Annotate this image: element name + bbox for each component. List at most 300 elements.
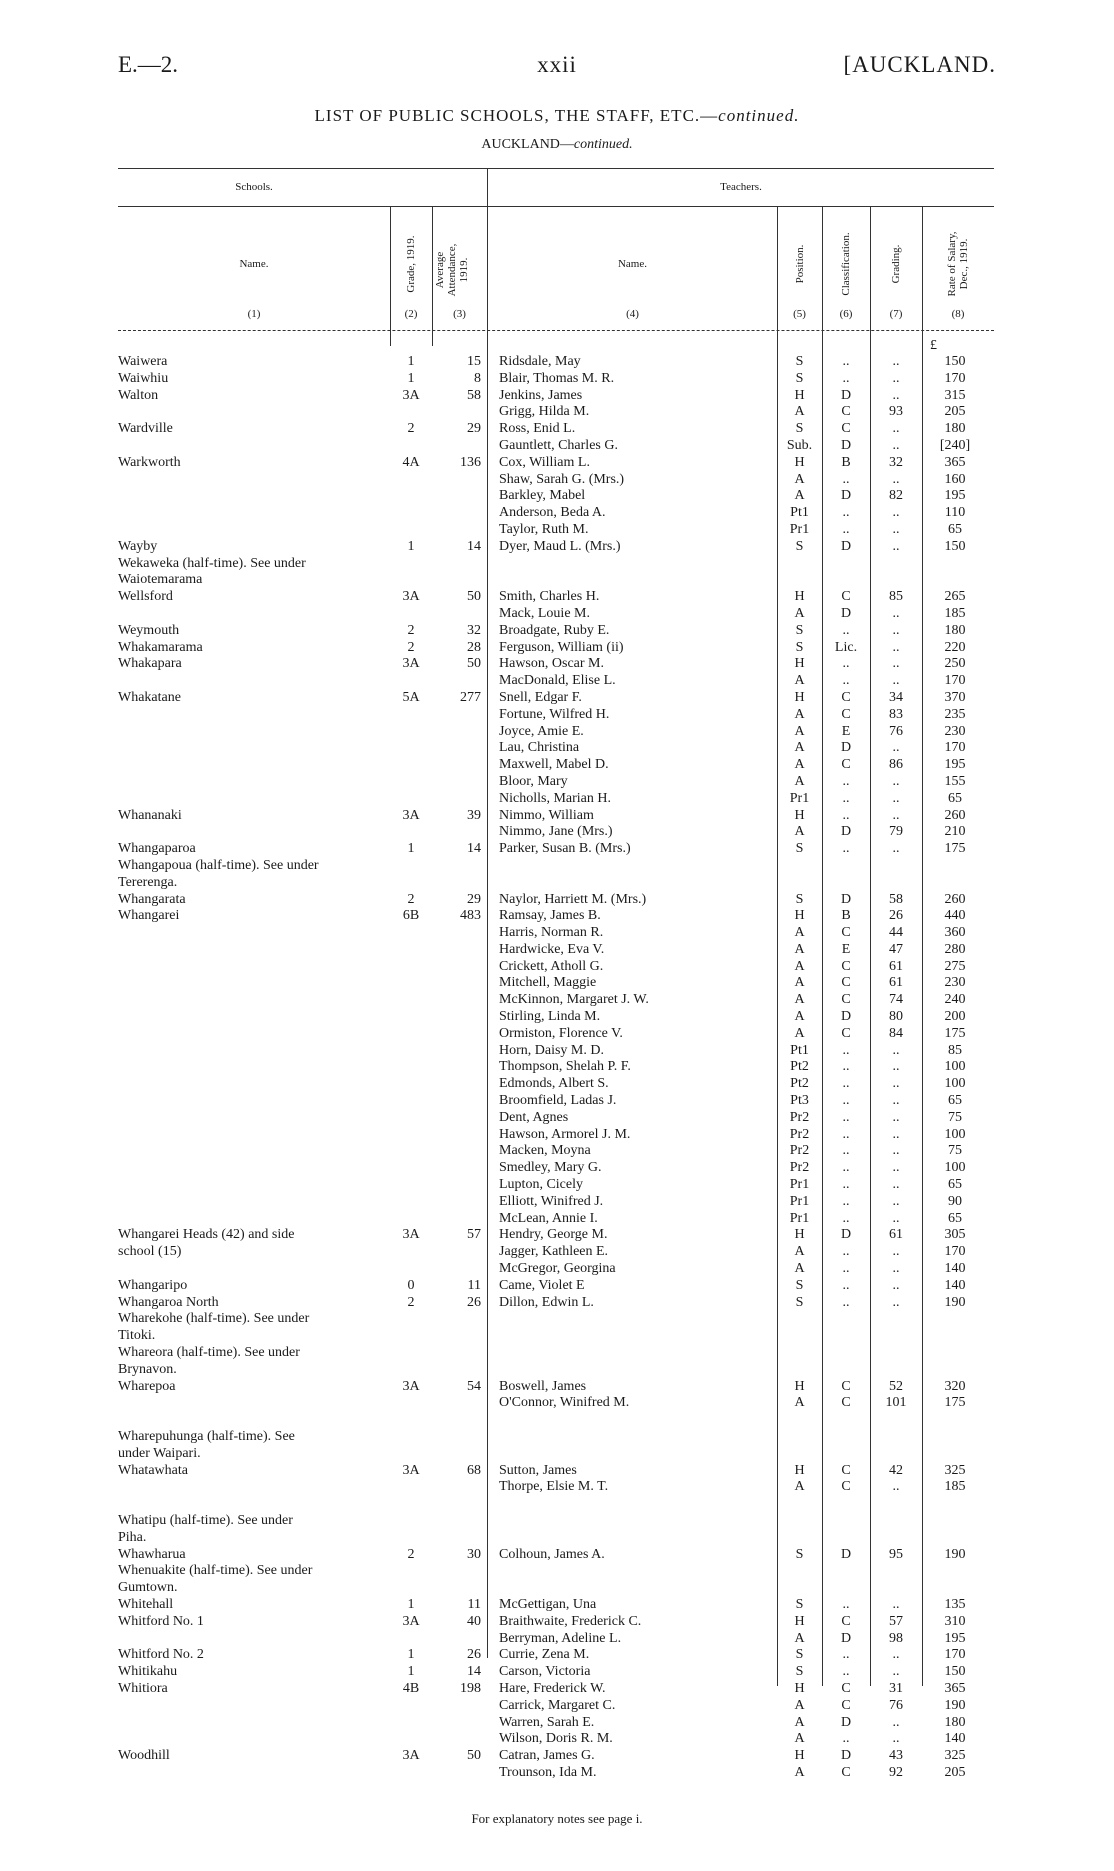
school-name: Whangarei	[118, 908, 180, 924]
teacher-classification: ..	[842, 656, 850, 672]
school-grade	[390, 757, 432, 774]
teacher-name: Mitchell, Maggie	[499, 975, 597, 991]
table-row	[118, 455, 994, 472]
school-grade	[390, 1059, 432, 1076]
table-row	[118, 1328, 994, 1345]
school-grade: 3A	[402, 1613, 420, 1629]
school-name: Whareora (half-time). See under	[118, 1345, 300, 1361]
teacher-salary: 160	[944, 471, 966, 487]
teacher-grading: 79	[889, 824, 903, 840]
school-grade	[390, 606, 432, 623]
teacher-position: S	[795, 421, 804, 437]
school-grade: 2	[407, 1546, 415, 1562]
table-row	[118, 1563, 994, 1580]
teacher-position: S	[795, 622, 804, 638]
teacher-position	[777, 1446, 822, 1463]
school-grade	[390, 740, 432, 757]
teacher-salary: 170	[944, 370, 966, 386]
teacher-salary	[922, 1446, 988, 1463]
teacher-salary	[922, 875, 988, 892]
school-name	[118, 1093, 390, 1110]
page-title: LIST OF PUBLIC SCHOOLS, THE STAFF, ETC.—continued.	[314, 106, 800, 125]
teacher-position: A	[794, 1764, 805, 1780]
teacher-name: Crickett, Atholl G.	[499, 958, 604, 974]
school-name: Whitehall	[118, 1596, 174, 1612]
school-attendance: 40	[467, 1613, 481, 1629]
school-name	[118, 774, 390, 791]
school-grade	[390, 572, 432, 589]
teacher-name: Carrick, Margaret C.	[499, 1697, 616, 1713]
table-row	[118, 1614, 994, 1631]
teacher-grading: ..	[892, 521, 900, 537]
teacher-classification	[822, 1530, 870, 1547]
teacher-position	[777, 1362, 822, 1379]
table-row	[118, 1278, 994, 1295]
school-name: Piha.	[118, 1529, 147, 1545]
teacher-salary: 195	[944, 488, 966, 504]
school-attendance	[432, 1093, 487, 1110]
teacher-grading: 86	[889, 757, 903, 773]
teacher-name: Lau, Christina	[499, 740, 580, 756]
teacher-salary: 100	[944, 1160, 966, 1176]
table-row	[118, 724, 994, 741]
table-row	[118, 942, 994, 959]
school-name	[118, 1395, 390, 1412]
teacher-grading: 34	[889, 689, 903, 705]
teacher-name: Jagger, Kathleen E.	[499, 1244, 609, 1260]
teacher-name: Macken, Moyna	[499, 1143, 591, 1159]
table-row	[118, 959, 994, 976]
teacher-grading: ..	[892, 354, 900, 369]
teacher-grading: 61	[889, 958, 903, 974]
school-name	[118, 488, 390, 505]
teacher-salary: 195	[944, 757, 966, 773]
teacher-classification: ..	[842, 1093, 850, 1109]
teacher-grading: 43	[889, 1748, 903, 1764]
teacher-salary: 170	[944, 1244, 966, 1260]
table-row	[118, 1059, 994, 1076]
school-grade	[390, 724, 432, 741]
teacher-name: Naylor, Harriett M. (Mrs.)	[499, 891, 647, 907]
teacher-salary	[922, 1496, 988, 1513]
teacher-salary: 150	[944, 354, 966, 369]
school-grade: 2	[407, 1294, 415, 1310]
school-grade	[390, 992, 432, 1009]
teacher-position: H	[794, 689, 805, 705]
col-divider	[390, 206, 391, 346]
table-row	[118, 1698, 994, 1715]
teacher-classification: ..	[842, 841, 850, 857]
teacher-grading: ..	[892, 656, 900, 672]
school-name: Whakapara	[118, 656, 182, 672]
school-grade	[390, 1211, 432, 1228]
teacher-salary: 265	[944, 589, 966, 605]
teacher-classification: ..	[842, 1294, 850, 1310]
table-row	[118, 1211, 994, 1228]
teacher-classification: D	[840, 891, 852, 907]
teacher-classification	[822, 875, 870, 892]
teacher-grading: ..	[892, 1126, 900, 1142]
teacher-salary: 190	[944, 1294, 966, 1310]
position-header: Position.	[794, 244, 806, 284]
school-attendance	[432, 1076, 487, 1093]
school-attendance: 14	[467, 841, 481, 857]
teacher-classification: D	[840, 387, 852, 403]
school-grade: 3A	[402, 1378, 420, 1394]
teacher-name: Bloor, Mary	[499, 773, 568, 789]
teacher-classification	[822, 1311, 870, 1328]
school-name	[118, 606, 390, 623]
teacher-position: H	[794, 1680, 805, 1696]
table-row	[118, 1244, 994, 1261]
col-divider	[432, 206, 433, 346]
teacher-salary: 360	[944, 925, 966, 941]
teacher-grading: ..	[892, 622, 900, 638]
school-name	[118, 1731, 390, 1748]
teacher-name: Nicholls, Marian H.	[499, 790, 611, 806]
teacher-grading: 58	[889, 891, 903, 907]
table-row	[118, 858, 994, 875]
teacher-classification: B	[841, 908, 851, 924]
school-grade	[390, 707, 432, 724]
teacher-name: Thompson, Shelah P. F.	[499, 1059, 631, 1075]
teacher-classification: C	[841, 1613, 851, 1629]
school-attendance: 50	[467, 1748, 481, 1764]
school-grade: 3A	[402, 656, 420, 672]
teacher-grading: 31	[889, 1680, 903, 1696]
school-grade	[390, 488, 432, 505]
school-name: Walton	[118, 387, 159, 403]
teacher-salary: 65	[948, 1210, 962, 1226]
teacher-salary: 185	[944, 605, 966, 621]
school-name: Warkworth	[118, 454, 181, 470]
teacher-salary: 320	[944, 1378, 966, 1394]
school-attendance	[432, 505, 487, 522]
school-name	[118, 1160, 390, 1177]
teacher-salary: 180	[944, 421, 966, 437]
teacher-name: Shaw, Sarah G. (Mrs.)	[499, 471, 625, 487]
school-attendance	[432, 1563, 487, 1580]
teacher-salary: 140	[944, 1277, 966, 1293]
table-row	[118, 808, 994, 825]
teacher-position	[777, 875, 822, 892]
table-row	[118, 1748, 994, 1765]
teacher-classification	[822, 1496, 870, 1513]
table-row	[118, 1664, 994, 1681]
teacher-classification: D	[840, 1227, 852, 1243]
teacher-salary: 180	[944, 622, 966, 638]
table-row	[118, 1647, 994, 1664]
teacher-position	[777, 572, 822, 589]
teacher-classification: D	[840, 437, 852, 453]
school-name	[118, 505, 390, 522]
header-bottom-rule	[118, 330, 994, 331]
teacher-classification: C	[841, 757, 851, 773]
teacher-classification: ..	[842, 354, 850, 369]
school-attendance	[432, 1261, 487, 1278]
teacher-name: Nimmo, William	[499, 807, 594, 823]
teacher-position: A	[794, 757, 805, 773]
school-attendance: 15	[467, 354, 481, 369]
teacher-grading: ..	[892, 1664, 900, 1680]
teacher-classification: E	[841, 723, 851, 739]
table-row	[118, 388, 994, 405]
teacher-name: Lupton, Cicely	[499, 1177, 583, 1193]
teacher-grading	[870, 1345, 922, 1362]
table-row	[118, 791, 994, 808]
school-name	[118, 673, 390, 690]
school-name	[118, 472, 390, 489]
teacher-grading	[870, 875, 922, 892]
teacher-position: S	[795, 1294, 804, 1310]
teacher-name	[487, 1496, 777, 1513]
teacher-name: Cox, William L.	[499, 454, 590, 470]
teacher-salary: 65	[948, 521, 962, 537]
school-attendance	[432, 1446, 487, 1463]
school-grade: 3A	[402, 807, 420, 823]
teacher-name: Trounson, Ida M.	[499, 1764, 597, 1780]
teacher-name	[487, 858, 777, 875]
teacher-classification: ..	[842, 1731, 850, 1747]
school-grade	[390, 505, 432, 522]
teacher-classification: ..	[842, 673, 850, 689]
teacher-grading	[870, 858, 922, 875]
table-row	[118, 438, 994, 455]
table-row	[118, 1530, 994, 1547]
page-subtitle: AUCKLAND—continued.	[481, 137, 633, 152]
teacher-salary: 230	[944, 975, 966, 991]
table-row	[118, 774, 994, 791]
table-row	[118, 707, 994, 724]
school-name	[118, 724, 390, 741]
school-name	[118, 959, 390, 976]
teacher-position: A	[794, 992, 805, 1008]
table-row	[118, 1429, 994, 1446]
school-grade	[390, 1715, 432, 1732]
teacher-salary: 205	[944, 404, 966, 420]
teacher-position: Pr1	[789, 1177, 810, 1193]
school-name: Whitford No. 2	[118, 1647, 204, 1663]
school-attendance	[432, 992, 487, 1009]
school-attendance	[432, 1631, 487, 1648]
table-row	[118, 1715, 994, 1732]
table-row	[118, 1311, 994, 1328]
teacher-classification: ..	[842, 1244, 850, 1260]
teacher-classification	[822, 858, 870, 875]
teacher-position: A	[794, 1009, 805, 1025]
teacher-position: S	[795, 1277, 804, 1293]
school-attendance	[432, 1513, 487, 1530]
school-name: Wharepuhunga (half-time). See	[118, 1429, 295, 1444]
school-name: Whatipu (half-time). See under	[118, 1512, 293, 1528]
teacher-classification: ..	[842, 1177, 850, 1193]
teacher-classification: C	[841, 1378, 851, 1394]
teacher-salary: 100	[944, 1126, 966, 1142]
school-name: Whangaparoa	[118, 841, 196, 857]
teacher-grading	[870, 572, 922, 589]
teacher-position: Pr1	[789, 1210, 810, 1226]
teacher-classification: E	[841, 941, 851, 957]
teacher-position: A	[794, 941, 805, 957]
page-number: xxii	[537, 52, 577, 77]
teacher-classification: ..	[842, 622, 850, 638]
table-row	[118, 1362, 994, 1379]
teacher-name: Jenkins, James	[499, 387, 583, 403]
school-name: Brynavon.	[118, 1361, 177, 1377]
teacher-classification: D	[840, 1546, 852, 1562]
teacher-classification: C	[841, 1680, 851, 1696]
teachers-group-header: Teachers.	[720, 181, 762, 193]
teacher-name: Broomfield, Ladas J.	[499, 1093, 617, 1109]
school-attendance	[432, 975, 487, 992]
school-name	[118, 740, 390, 757]
school-grade	[390, 1261, 432, 1278]
school-grade: 1	[407, 1647, 415, 1663]
teacher-position: Pr2	[789, 1109, 810, 1125]
school-attendance	[432, 724, 487, 741]
teacher-classification: C	[841, 975, 851, 991]
school-attendance	[432, 942, 487, 959]
school-name	[118, 1194, 390, 1211]
teacher-salary: 280	[944, 941, 966, 957]
school-grade	[390, 959, 432, 976]
teacher-grading: ..	[892, 1731, 900, 1747]
teacher-classification	[822, 556, 870, 573]
attendance-header: Average Attendance, 1919.	[434, 243, 470, 297]
col-num: (1)	[247, 308, 261, 320]
school-grade: 1	[407, 538, 415, 554]
teacher-salary	[922, 1311, 988, 1328]
teacher-position: A	[794, 1714, 805, 1730]
teacher-name: Warren, Sarah E.	[499, 1714, 595, 1730]
teacher-name: Dillon, Edwin L.	[499, 1294, 594, 1310]
teacher-position	[777, 858, 822, 875]
teacher-position: A	[794, 925, 805, 941]
teacher-salary: [240]	[939, 437, 971, 453]
teacher-name: Mack, Louie M.	[499, 605, 590, 621]
teacher-salary: 180	[944, 1714, 966, 1730]
teacher-salary: 325	[944, 1748, 966, 1764]
teacher-name: Joyce, Amie E.	[499, 723, 584, 739]
teacher-salary: 65	[948, 1177, 962, 1193]
teacher-position: Pr2	[789, 1160, 810, 1176]
teacher-position: S	[795, 354, 804, 369]
school-name: Whakamarama	[118, 639, 203, 655]
school-name	[118, 1177, 390, 1194]
teacher-name: Nimmo, Jane (Mrs.)	[499, 824, 613, 840]
teacher-classification: ..	[842, 370, 850, 386]
teacher-grading: ..	[892, 1177, 900, 1193]
teacher-name: Hare, Frederick W.	[499, 1680, 606, 1696]
teacher-classification: D	[840, 538, 852, 554]
teacher-classification: ..	[842, 1261, 850, 1277]
table-row	[118, 1194, 994, 1211]
teacher-name: Catran, James G.	[499, 1748, 595, 1764]
teacher-salary: 440	[944, 908, 966, 924]
teacher-position	[777, 1328, 822, 1345]
teacher-name: Snell, Edgar F.	[499, 689, 582, 705]
school-name: Wharekohe (half-time). See under	[118, 1311, 310, 1327]
table-row	[118, 1597, 994, 1614]
teacher-salary: 210	[944, 824, 966, 840]
school-name: Wharepoa	[118, 1378, 176, 1394]
teacher-classification: ..	[842, 1596, 850, 1612]
group-header-rule	[118, 206, 994, 207]
teacher-classification: ..	[842, 521, 850, 537]
table-row	[118, 589, 994, 606]
teacher-name: Hendry, George M.	[499, 1227, 608, 1243]
teacher-salary	[922, 1580, 988, 1597]
teacher-name: Blair, Thomas M. R.	[499, 370, 615, 386]
teacher-grading	[870, 1311, 922, 1328]
teacher-position	[777, 556, 822, 573]
school-name: Waiotemarama	[118, 572, 203, 588]
teacher-classification: C	[841, 1462, 851, 1478]
school-grade	[390, 673, 432, 690]
teacher-salary: 170	[944, 740, 966, 756]
col-num: (4)	[626, 308, 639, 320]
teacher-salary: 150	[944, 538, 966, 554]
teacher-position: S	[795, 1546, 804, 1562]
teacher-salary: 195	[944, 1630, 966, 1646]
teacher-salary: 175	[944, 1025, 966, 1041]
school-attendance: 54	[467, 1378, 481, 1394]
teacher-position: S	[795, 1664, 804, 1680]
teacher-salary: 90	[948, 1193, 962, 1209]
teacher-name	[487, 1429, 777, 1446]
teacher-name	[487, 1530, 777, 1547]
teacher-name: Dent, Agnes	[499, 1109, 569, 1125]
teacher-position: A	[794, 605, 805, 621]
school-name	[118, 1412, 390, 1429]
table-row	[118, 522, 994, 539]
col-num: (5)	[793, 308, 806, 320]
school-name	[118, 975, 390, 992]
school-name: Whenuakite (half-time). See under	[118, 1563, 313, 1579]
teacher-grading: ..	[892, 1479, 900, 1495]
teacher-name: Sutton, James	[499, 1462, 577, 1478]
teacher-name: Dyer, Maud L. (Mrs.)	[499, 538, 621, 554]
teacher-classification: ..	[842, 1042, 850, 1058]
teacher-salary: 140	[944, 1261, 966, 1277]
school-name	[118, 1127, 390, 1144]
teacher-classification	[822, 1328, 870, 1345]
teacher-name	[487, 1328, 777, 1345]
school-grade: 1	[407, 370, 415, 386]
teacher-position: H	[794, 807, 805, 823]
school-grade	[390, 975, 432, 992]
school-grade	[390, 1479, 432, 1496]
teacher-classification: ..	[842, 1277, 850, 1293]
table-row	[118, 1110, 994, 1127]
school-grade	[390, 522, 432, 539]
teacher-salary: 260	[944, 807, 966, 823]
teacher-grading: 26	[889, 908, 903, 924]
teacher-name: Hawson, Armorel J. M.	[499, 1126, 631, 1142]
teacher-grading: ..	[892, 437, 900, 453]
school-name: Gumtown.	[118, 1580, 178, 1596]
school-name	[118, 1043, 390, 1060]
teacher-position: S	[795, 1647, 804, 1663]
school-name: Whananaki	[118, 807, 182, 823]
teacher-position: H	[794, 1462, 805, 1478]
school-name	[118, 1496, 390, 1513]
school-name: Wardville	[118, 421, 173, 437]
table-row	[118, 1463, 994, 1480]
teacher-name	[487, 1513, 777, 1530]
school-name	[118, 522, 390, 539]
teacher-classification: C	[841, 1395, 851, 1411]
